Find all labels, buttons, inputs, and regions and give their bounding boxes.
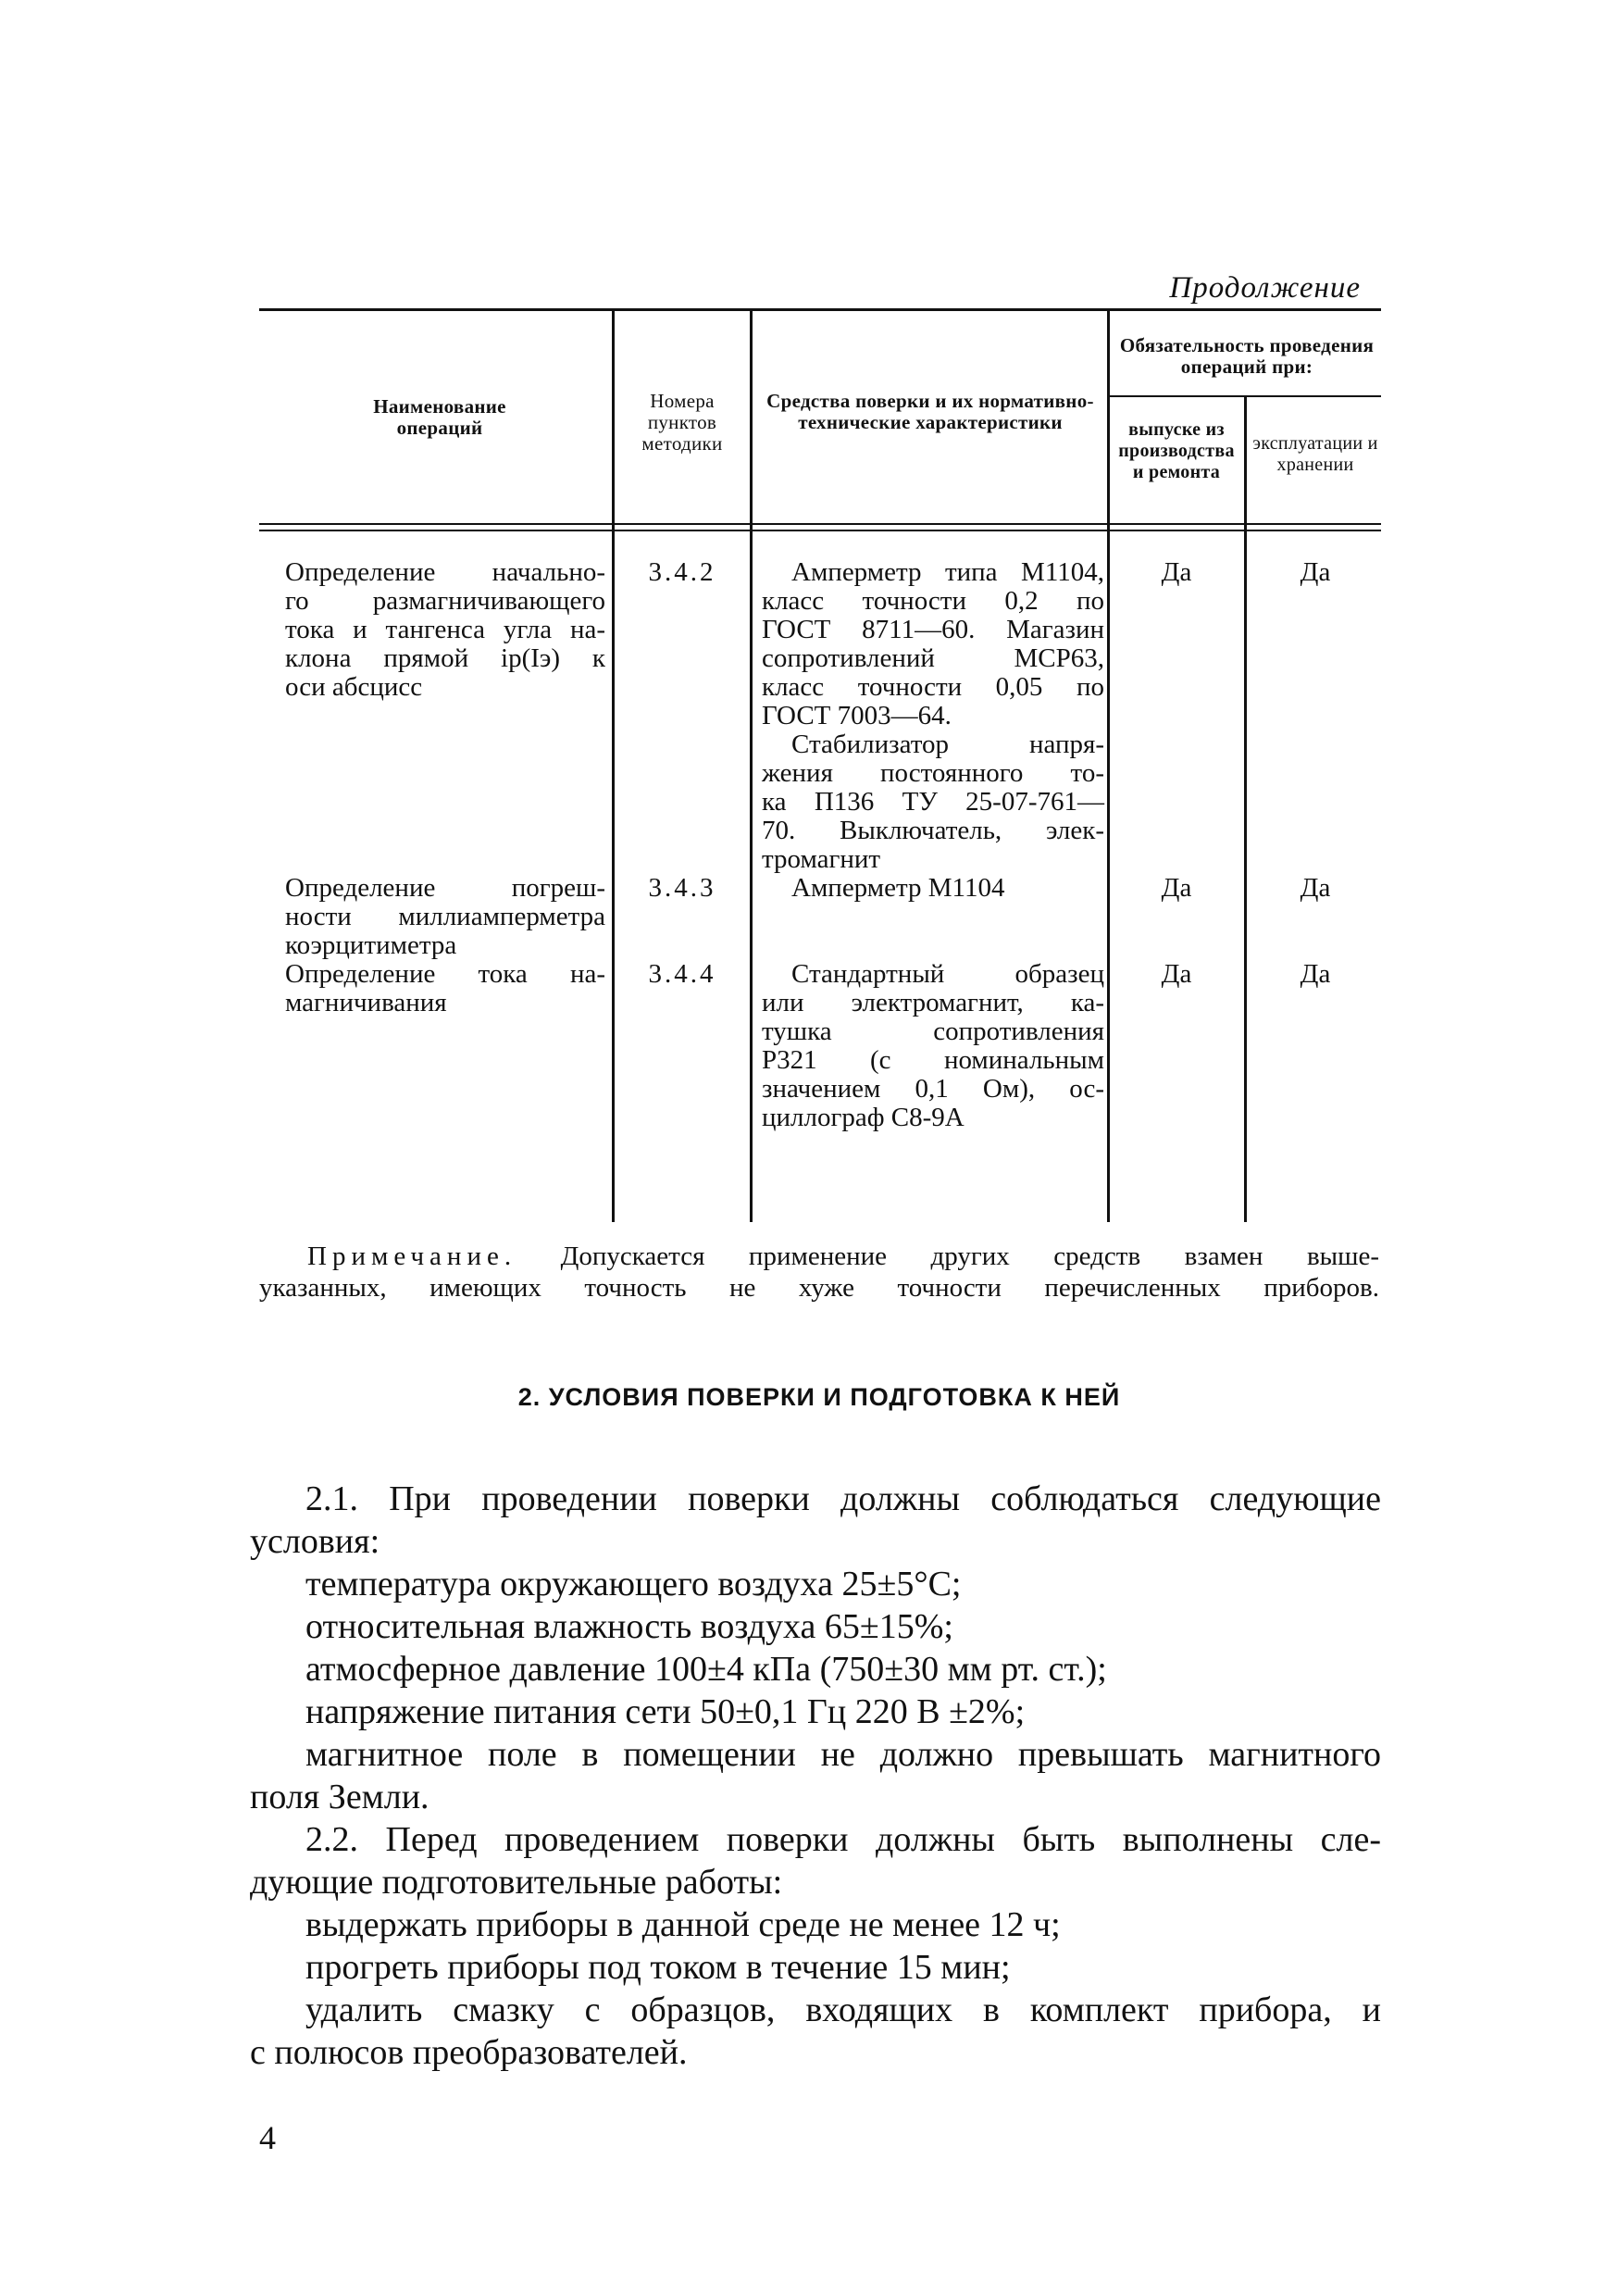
column-divider-1	[612, 311, 615, 1222]
row2-operation-line: Определение погреш-	[285, 873, 605, 903]
work-line: выдержать приборы в данной среде не менее 12 ч;	[305, 1905, 1061, 1944]
row1-means-line: Стабилизатор напря-	[791, 730, 1104, 759]
paragraph-2-1-line: условия:	[250, 1522, 380, 1561]
note-label: Примечание.	[307, 1242, 517, 1271]
row1-means-line: ка П136 ТУ 25-07-761—	[762, 787, 1104, 817]
condition-line: атмосферное давление 100±4 кПа (750±30 мм рт. ст.);	[305, 1650, 1107, 1689]
table-note	[259, 1241, 1379, 1304]
row1-release: Да	[1161, 557, 1192, 587]
grease-line: удалить смазку с образцов, входящих в комплект прибора, и	[305, 1990, 1381, 2029]
header-operation: Наименование операций	[373, 395, 506, 439]
row3-means-line: циллограф С8-9А	[762, 1103, 965, 1132]
row3-release: Да	[1161, 959, 1192, 989]
condition-line: относительная влажность воздуха 65±15%;	[305, 1607, 953, 1646]
table-top-rule	[259, 308, 1381, 311]
row2-item: 3.4.3	[648, 873, 716, 903]
row2-operation	[285, 874, 605, 960]
row1-means-line: 70. Выключатель, элек-	[762, 816, 1104, 845]
row1-means	[762, 558, 1104, 874]
section-heading: 2. УСЛОВИЯ ПОВЕРКИ И ПОДГОТОВКА К НЕЙ	[517, 1383, 1121, 1411]
paragraph-2-2-line: 2.2. Перед проведением поверки должны быть выполнены сле-	[305, 1820, 1381, 1859]
row1-means-line: ГОСТ 7003—64.	[762, 701, 952, 730]
row1-operation-line: клона прямой iр(Iэ) к	[285, 643, 605, 673]
row3-operation-line: магничивания	[285, 988, 447, 1017]
row3-means-line: или электромагнит, ка-	[762, 988, 1104, 1017]
condition-line: температура окружающего воздуха 25±5°С;	[305, 1565, 962, 1603]
row1-operation-line: го размагничивающего	[285, 586, 605, 616]
note-line-2: указанных, имеющих точность не хуже точности перечисленных приборов.	[259, 1273, 1379, 1303]
row1-exploitation: Да	[1300, 557, 1331, 587]
row3-means-line: Стандартный образец	[791, 959, 1104, 989]
row3-means	[762, 960, 1104, 1132]
column-divider-4	[1244, 397, 1247, 1222]
row3-means-line: тушка сопротивления	[762, 1017, 1104, 1046]
row1-operation	[285, 558, 605, 702]
row1-means-line: тромагнит	[762, 844, 881, 874]
header-rule-1	[259, 523, 1381, 525]
magnetic-line: магнитное поле в помещении не должно превышать магнитного	[305, 1735, 1381, 1774]
section-body	[250, 1478, 1381, 2074]
paragraph-2-2-line: дующие подготовительные работы:	[250, 1863, 783, 1902]
row3-item: 3.4.4	[648, 959, 716, 989]
row1-operation-line: тока и тангенса угла на-	[285, 615, 605, 644]
continuation-label: Продолжение	[1169, 271, 1361, 305]
note-text: Допускается применение других средств взамен выше-	[560, 1242, 1379, 1271]
row1-means-line: ГОСТ 8711—60. Магазин	[762, 615, 1104, 644]
row2-release: Да	[1161, 873, 1192, 903]
row1-operation-line: Определение начально-	[285, 557, 605, 587]
note-line	[259, 1241, 1379, 1272]
column-divider-2	[750, 311, 753, 1222]
row3-operation-line: Определение тока на-	[285, 959, 605, 989]
header-items: Номера пунктов методики	[641, 390, 723, 455]
row1-means-line: Амперметр типа М1104,	[791, 557, 1104, 587]
condition-line: напряжение питания сети 50±0,1 Гц 220 В ±2%;	[305, 1692, 1026, 1731]
row2-operation-line: коэрцитиметра	[285, 930, 457, 960]
row1-operation-line: оси абсцисс	[285, 672, 423, 702]
header-rule-2	[259, 530, 1381, 531]
paragraph-2-1-line: 2.1. При проведении поверки должны соблюдаться следующие	[305, 1479, 1381, 1518]
row2-exploitation: Да	[1300, 873, 1331, 903]
row3-operation	[285, 960, 605, 1017]
row3-means-line: Р321 (с номинальным	[762, 1045, 1104, 1075]
header-exploitation: эксплуатации и хранении	[1252, 433, 1378, 475]
column-divider-3	[1107, 311, 1110, 1222]
row1-means-line: жения постоянного то-	[762, 758, 1104, 788]
work-line: прогреть приборы под током в течение 15 мин;	[305, 1948, 1011, 1987]
row3-exploitation: Да	[1300, 959, 1331, 989]
magnetic-line: поля Земли.	[250, 1778, 429, 1816]
row3-means-line: значением 0,1 Ом), ос-	[762, 1074, 1104, 1104]
page-number: 4	[259, 2119, 276, 2156]
row2-operation-line: ности миллиамперметра	[285, 902, 605, 931]
header-release: выпуске из производства и ремонта	[1118, 419, 1235, 482]
row1-means-line: класс точности 0,05 по	[762, 672, 1104, 702]
row1-means-line: сопротивлений МСР63,	[762, 643, 1104, 673]
header-obligation: Обязательность проведения операций при:	[1119, 334, 1375, 378]
header-means: Средства поверки и их нормативно-технические характеристики	[766, 390, 1094, 433]
row1-item: 3.4.2	[648, 557, 716, 587]
grease-line: с полюсов преобразователей.	[250, 2033, 688, 2072]
row1-means-line: класс точности 0,2 по	[762, 586, 1104, 616]
row2-means: Амперметр М1104	[791, 873, 1005, 903]
